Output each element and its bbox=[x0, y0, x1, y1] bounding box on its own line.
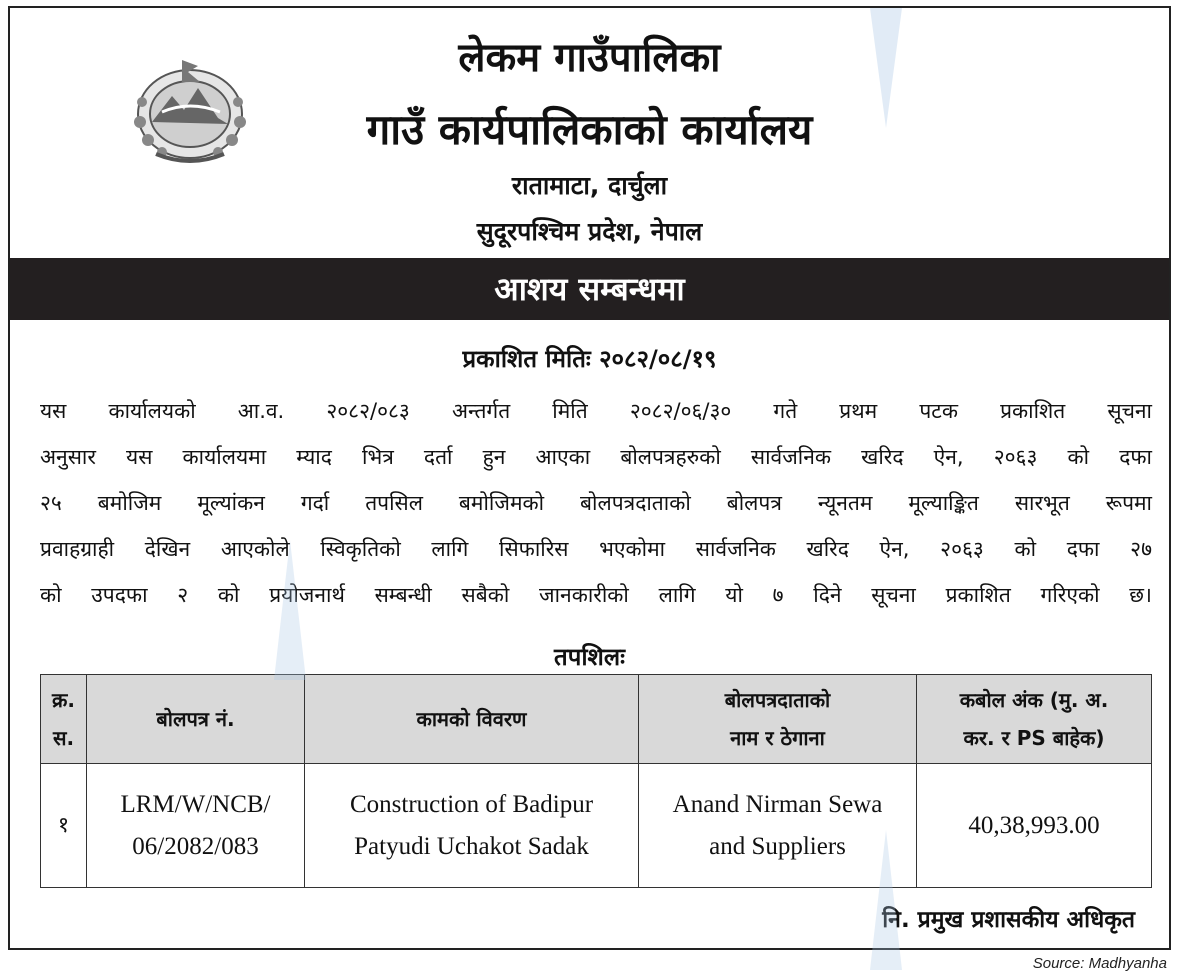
address-line-2: सुदूरपश्चिम प्रदेश, नेपाल bbox=[476, 217, 703, 246]
bid-table bbox=[40, 674, 1152, 888]
published-date: प्रकाशित मितिः २०८२/०८/१९ bbox=[462, 345, 717, 373]
notice-frame bbox=[8, 6, 1171, 950]
notice-title-band bbox=[10, 258, 1169, 320]
details-heading: तपशिलः bbox=[554, 643, 625, 671]
notice-body-line: २५ बमोजिम मूल्यांकन गर्दा तपसिल बमोजिमको बोलपत्रदाताको बोलपत्र न्यूनतम मूल्याङ्कित सारभूत रूपमा bbox=[40, 491, 1152, 515]
cell-work-description: Construction of Badipur Patyudi Uchakot Sadak bbox=[305, 764, 639, 888]
notice-body bbox=[40, 388, 1152, 618]
notice-title: आशय सम्बन्धमा bbox=[494, 270, 685, 308]
source-credit: Source: Madhyanha bbox=[1032, 955, 1167, 972]
office-name: लेकम गाउँपालिका bbox=[458, 35, 721, 81]
address-line-1: रातामाटा, दार्चुला bbox=[511, 171, 668, 200]
header-work-description: कामको विवरण bbox=[305, 675, 639, 764]
signature-title: नि. प्रमुख प्रशासकीय अधिकृत bbox=[882, 907, 1135, 933]
cell-bid-number: LRM/W/NCB/ 06/2082/083 bbox=[87, 764, 305, 888]
header-serial: क्र. स. bbox=[41, 675, 87, 764]
office-subtitle: गाउँ कार्यपालिकाको कार्यालय bbox=[366, 105, 813, 154]
notice-body-line: को उपदफा २ को प्रयोजनार्थ सम्बन्धी सबैको जानकारीको लागि यो ७ दिने सूचना प्रकाशित गरिएको छ। bbox=[40, 583, 1152, 607]
table-header-row bbox=[41, 675, 1152, 764]
table-row bbox=[41, 764, 1152, 888]
cell-serial: १ bbox=[41, 764, 87, 888]
header-bid-number: बोलपत्र नं. bbox=[87, 675, 305, 764]
header-bid-amount: कबोल अंक (मु. अ. कर. र PS बाहेक) bbox=[917, 675, 1152, 764]
notice-body-line: यस कार्यालयको आ.व. २०८२/०८३ अन्तर्गत मिति २०८२/०६/३० गते प्रथम पटक प्रकाशित सूचना bbox=[40, 399, 1152, 423]
header-bidder: बोलपत्रदाताको नाम र ठेगाना bbox=[639, 675, 917, 764]
cell-bid-amount: 40,38,993.00 bbox=[917, 764, 1152, 888]
notice-body-line: प्रवाहग्राही देखिन आएकोले स्विकृतिको लागि सिफारिस भएकोमा सार्वजनिक खरिद ऐन, २०६३ को दफा २७ bbox=[40, 537, 1152, 561]
cell-bidder: Anand Nirman Sewa and Suppliers bbox=[639, 764, 917, 888]
notice-body-line: अनुसार यस कार्यालयमा म्याद भित्र दर्ता हुन आएका बोलपत्रहरुको सार्वजनिक खरिद ऐन, २०६३ को दफा bbox=[40, 445, 1152, 469]
